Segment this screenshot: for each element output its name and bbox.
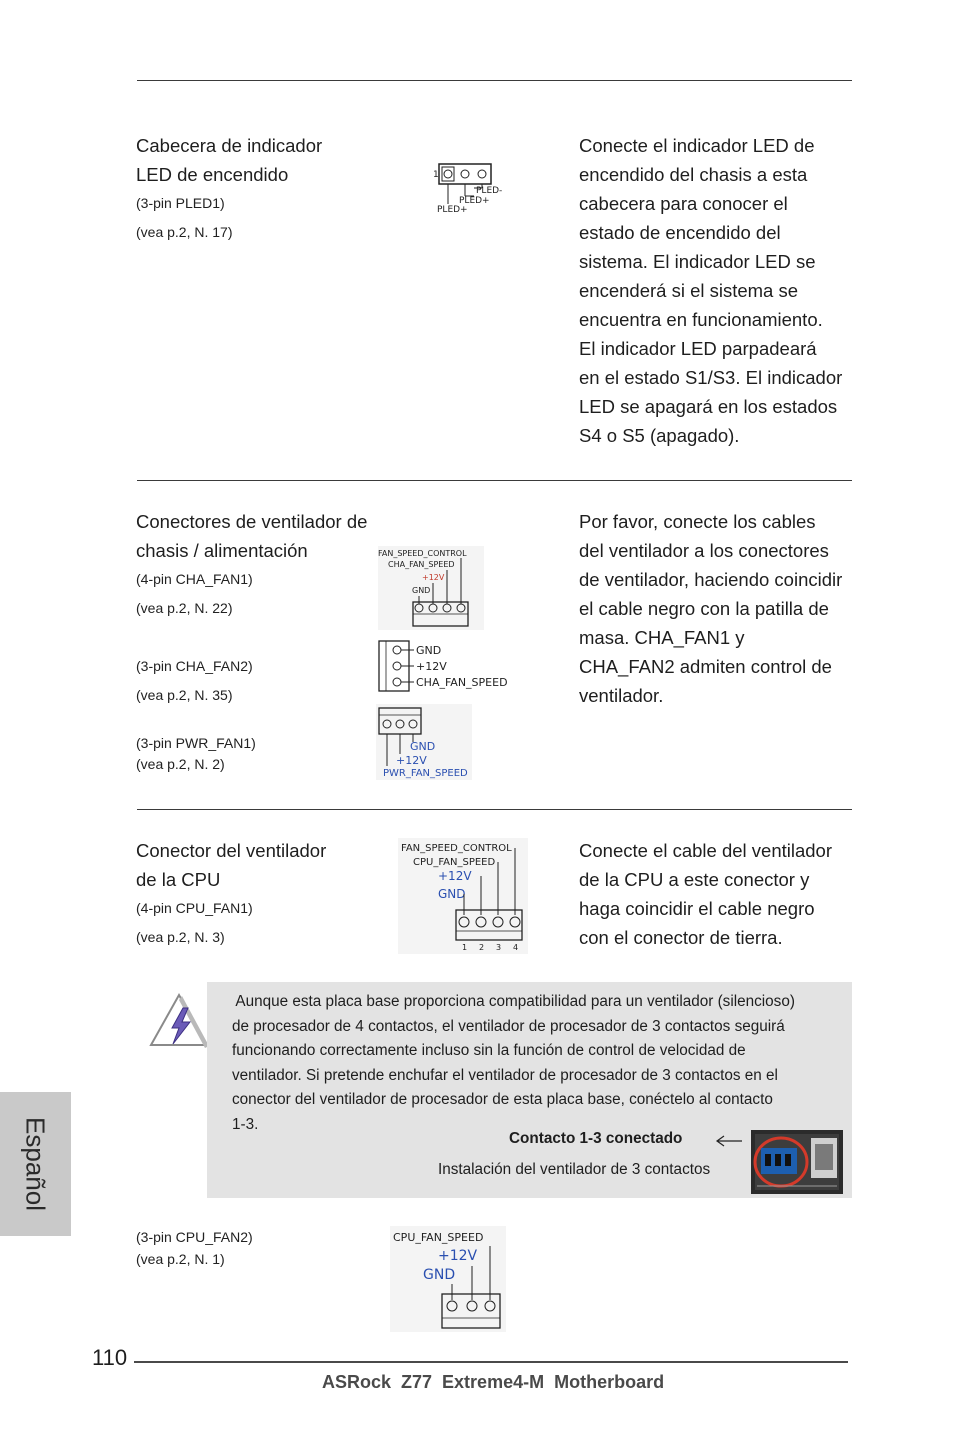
cpu-fan1-gnd-text: GND (438, 887, 466, 901)
note-text: Aunque esta placa base proporciona compatibilidad para un ventilador (silencioso) de procesador de 4 contactos, el ventilador de procesador de 3 contactos seguirá funcionando correctamente incluso sin la función de control de velocidad de ventilador. Si pretende enchufar el ventilador de procesador de 3 contactos en el conector del ventilador de procesador de esta placa base, conéctelo al contacto 1-3. (232, 993, 795, 1133)
language-tab (0, 1092, 71, 1236)
cpu-fan1-diagram (398, 838, 528, 954)
cha-fan1-12v-text: +12V (422, 573, 445, 582)
contact-label: Contacto 1-3 conectado (509, 1130, 683, 1147)
cpu-fan1-n1: 1 (462, 943, 468, 952)
cpu-fan1-pin-label: (4-pin CPU_FAN1) (136, 900, 253, 916)
cpu-description: Conecte el cable del ventilador de la CPU a este conector y haga coincidir el cable negro con el conector de tierra. (579, 840, 832, 948)
pled-description: Conecte el indicador LED de encendido del chasis a esta cabecera para conocer el estado de encendido del sistema. El indicador LED se encenderá si el sistema se encuentra en funcionamiento. El indicador LED parpadeará en el estado S1/S3. El indicador LED se apagará en los estados S4 o S5 (apagado). (579, 135, 843, 446)
cha-fan2-gnd-text: GND (416, 644, 442, 657)
cha-title: Conectores de ventilador de chasis / alimentación (136, 511, 368, 561)
section-divider-2 (137, 809, 852, 810)
footer-rule (134, 1361, 848, 1363)
pwr-fan1-diagram (376, 704, 476, 780)
cha-fan1-ref-label: (vea p.2, N. 22) (136, 600, 233, 616)
footer-product: ASRock Z77 Extreme4-M Motherboard (322, 1372, 665, 1392)
install-label: Instalación del ventilador de 3 contactos (438, 1161, 711, 1178)
cpu-fan1-n3: 3 (496, 943, 502, 952)
cha-description: Por favor, conecte los cables del ventilador a los conectores de ventilador, haciendo coincidir el cable negro con la patilla de masa. CHA_FAN1 y CHA_FAN2 admiten control de ventilador. (579, 511, 843, 706)
cpu-fan1-speed-text: CPU_FAN_SPEED (413, 857, 496, 868)
pled-ref-label: (vea p.2, N. 17) (136, 224, 233, 240)
cha-fan1-speed-text: CHA_FAN_SPEED (388, 560, 455, 569)
arrow-left-icon (714, 1135, 744, 1147)
cpu-fan2-ref-label: (vea p.2, N. 1) (136, 1251, 225, 1267)
cha-fan2-12v-text: +12V (416, 660, 447, 673)
language-tab-label: Español (20, 1117, 51, 1211)
pled-title: Cabecera de indicador LED de encendido (136, 135, 323, 185)
pled-header-diagram (430, 160, 520, 220)
cpu-title: Conector del ventilador de la CPU (136, 840, 327, 890)
cha-fan2-pin-label: (3-pin CHA_FAN2) (136, 658, 253, 674)
cpu-fan2-pin-label: (3-pin CPU_FAN2) (136, 1229, 253, 1245)
pled-pin1-text: 1 (433, 170, 439, 180)
pled-plus-text-1: PLED+ (459, 196, 490, 206)
pled-minus-text: PLED- (476, 186, 503, 196)
cpu-fan1-12v-text: +12V (438, 869, 472, 883)
cpu-fan2-gnd-text: GND (423, 1267, 456, 1283)
pwr-fan1-ref-label: (vea p.2, N. 2) (136, 756, 225, 772)
cpu-fan1-n2: 2 (479, 943, 485, 952)
cha-fan1-diagram (376, 546, 486, 630)
pwr-fan1-12v-text: +12V (396, 754, 427, 767)
top-rule (137, 80, 852, 81)
cha-fan2-speed-text: CHA_FAN_SPEED (416, 676, 508, 689)
cpu-fan1-n4: 4 (513, 943, 519, 952)
section-divider-1 (137, 480, 852, 481)
cha-fan1-pin-label: (4-pin CHA_FAN1) (136, 571, 253, 587)
cpu-fan2-speed-text: CPU_FAN_SPEED (393, 1231, 484, 1244)
pwr-fan1-gnd-text: GND (410, 740, 436, 753)
cha-fan1-control-text: FAN_SPEED_CONTROL (378, 549, 467, 558)
pwr-fan1-pin-label: (3-pin PWR_FAN1) (136, 735, 256, 751)
warning-icon (148, 992, 210, 1050)
pled-pin-label: (3-pin PLED1) (136, 195, 225, 211)
cpu-fan1-ref-label: (vea p.2, N. 3) (136, 929, 225, 945)
cpu-fan2-diagram (390, 1226, 506, 1332)
cpu-fan1-control-text: FAN_SPEED_CONTROL (401, 843, 512, 854)
cpu-fan2-12v-text: +12V (438, 1248, 478, 1264)
cha-fan1-gnd-text: GND (412, 586, 431, 595)
pwr-fan1-speed-text: PWR_FAN_SPEED (383, 768, 468, 779)
cha-fan2-diagram (376, 638, 526, 696)
cha-fan2-ref-label: (vea p.2, N. 35) (136, 687, 233, 703)
fan-connector-photo (751, 1130, 843, 1194)
pled-plus-text-2: PLED+ (437, 205, 468, 215)
page-number: 110 (92, 1345, 128, 1370)
